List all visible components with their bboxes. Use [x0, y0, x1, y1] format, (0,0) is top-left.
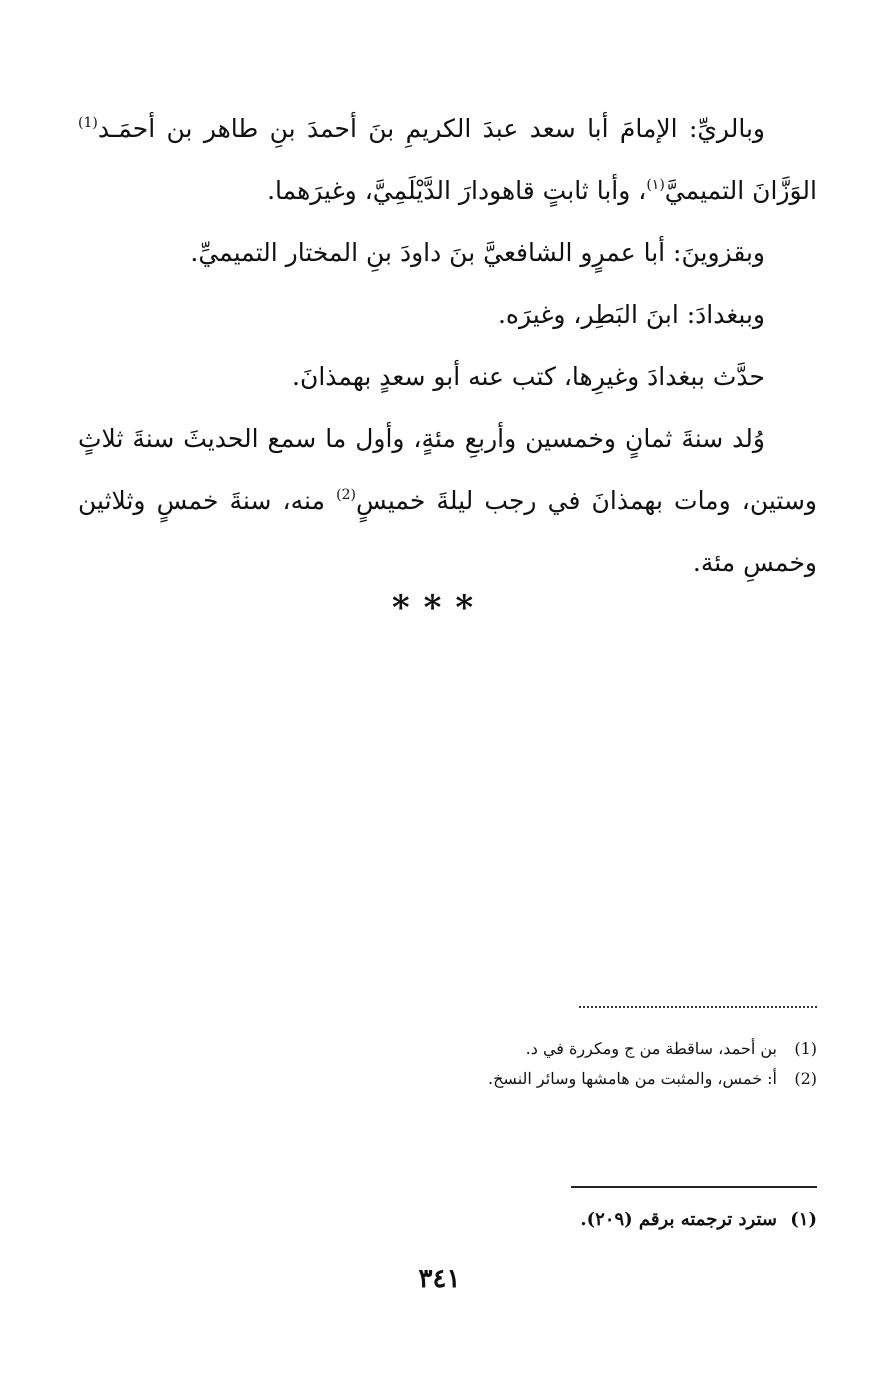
section-separator: ***	[391, 588, 488, 628]
paragraph-birth-death	[78, 408, 817, 594]
text-span: ، وأبا ثابتٍ قاهودارَ الدَّيْلَمِيَّ، وغيرَهما.	[267, 176, 647, 205]
footnote-item	[397, 1204, 817, 1236]
print-footnotes	[397, 1204, 817, 1236]
editor-footnotes	[457, 1034, 817, 1094]
footnote-number: (1)	[794, 1039, 817, 1058]
paragraph-baghdad: وببغدادَ: ابنَ البَطِر، وغيرَه.	[497, 300, 765, 329]
paragraph-qazwin: وبقزوينَ: أبا عمرٍو الشافعيَّ بنَ داودَ بنِ المختار التميميِّ.	[190, 238, 765, 267]
footnote-ref: (2)	[336, 487, 356, 503]
footnote-divider-dotted	[579, 1006, 817, 1008]
paragraph-rayy	[78, 98, 817, 222]
footnote-item	[457, 1064, 817, 1094]
text-span: منه، سنةَ خمسٍ وثلاثين وخمسِ مئة.	[78, 486, 817, 577]
text-span: وبالريِّ: الإمامَ أبا سعد عبدَ الكريمِ بنَ أحمدَ بنِ طاهر بن أحمَـد	[97, 114, 765, 143]
main-text	[78, 98, 817, 594]
paragraph-hadith: حدَّث ببغدادَ وغيرِها، كتب عنه أبو سعدٍ بهمذانَ.	[292, 362, 765, 391]
footnote-text: بن أحمد، ساقطة من ج ومكررة في د.	[525, 1039, 777, 1058]
footnote-divider-solid	[571, 1186, 817, 1188]
footnote-text: أ: خمس، والمثبت من هامشها وسائر النسخ.	[488, 1069, 777, 1088]
footnote-ref: (1)	[78, 115, 98, 131]
page-number: ٣٤١	[418, 1264, 461, 1294]
footnote-text: سترد ترجمته برقم (٢٠٩).	[580, 1209, 777, 1230]
footnote-ref: (١)	[646, 177, 665, 193]
footnote-number: (١)	[790, 1209, 817, 1230]
footnote-item	[457, 1034, 817, 1064]
footnote-number: (2)	[794, 1069, 817, 1088]
text-span: وُلد سنةَ ثمانٍ وخمسين وأربعِ مئةٍ، وأول ما سمع الحديثَ سنةَ ثلاثٍ وستين، ومات بهمذانَ في رجب ليلةَ خميسٍ	[78, 424, 817, 515]
text-span: الوَزَّانَ التميميَّ	[664, 176, 817, 205]
